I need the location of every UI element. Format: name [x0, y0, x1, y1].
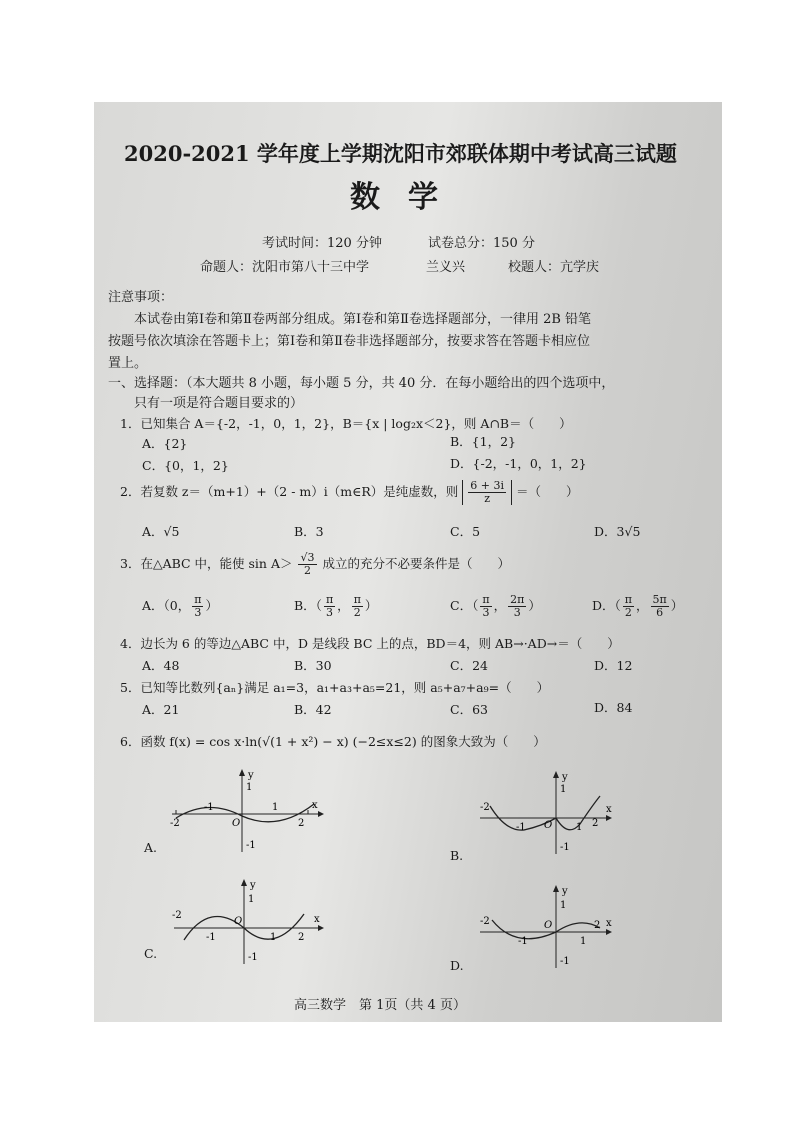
- x-label: x: [606, 918, 612, 929]
- y-arrow: [553, 771, 559, 778]
- q3-b-num2: π: [353, 593, 361, 606]
- q2-stem: [120, 480, 578, 505]
- q3-c-frac1: [480, 594, 491, 619]
- tick-label: 1: [560, 900, 567, 911]
- q1-option-d: D．{-2，-1，0，1，2}: [450, 456, 587, 471]
- y-label: y: [248, 770, 254, 781]
- q1-option-b: B．{1，2}: [450, 434, 516, 449]
- q3-b-den2: 2: [353, 606, 361, 619]
- tick-label: -1: [246, 840, 256, 851]
- q3-b-pre: B．（: [294, 598, 322, 613]
- y-arrow: [239, 769, 245, 776]
- q3-a-pre: A．（0，: [142, 598, 191, 613]
- tick-label: -2: [170, 818, 180, 829]
- tick-label: -1: [248, 952, 258, 963]
- q1-stem: 1．已知集合 A＝{-2，-1，0，1，2}，B＝{x | log₂x＜2}，则 A∩B＝（ ）: [120, 416, 572, 431]
- x-arrow: [318, 925, 324, 931]
- x-arrow: [318, 811, 324, 817]
- tick-label: -2: [172, 910, 182, 921]
- y-arrow: [553, 885, 559, 892]
- y-arrow: [241, 879, 247, 886]
- q3-c-den1: 3: [482, 606, 490, 619]
- q3-a-post: ）: [205, 598, 218, 613]
- exam-title: 2020-2021 学年度上学期沈阳市郊联体期中考试高三试题: [124, 141, 677, 166]
- q3-d-num1: π: [624, 593, 633, 606]
- notice-line: 置上。: [108, 356, 148, 371]
- q3-d-num2: 5π: [652, 593, 667, 606]
- q4-option-a: A．48: [142, 658, 180, 673]
- tick-label: -2: [480, 802, 490, 813]
- q3-d-pre: D．（: [592, 598, 621, 613]
- page-footer: 高三数学 第 1页（共 4 页）: [294, 998, 466, 1013]
- graph-b: [476, 766, 626, 856]
- tick-label: 1: [246, 782, 253, 793]
- tick-label: 1: [580, 936, 587, 947]
- q3-c-num2: 2π: [510, 593, 525, 606]
- q3-d-den1: 2: [624, 606, 632, 619]
- q3-stem: [120, 552, 510, 577]
- q5-stem: 5．已知等比数列{aₙ}满足 a₁=3，a₁+a₃+a₅=21，则 a₅+a₇+a₉=（ ）: [120, 680, 550, 695]
- tick-label: 1: [248, 894, 255, 905]
- q3-c-den2: 3: [513, 606, 521, 619]
- x-arrow: [606, 929, 612, 935]
- tick-label: 2: [592, 818, 599, 829]
- tick-label: 2: [594, 920, 601, 931]
- q4-option-b: B．30: [294, 658, 332, 673]
- notice-line: 按题号依次填涂在答题卡上；第Ⅰ卷和第Ⅱ卷非选择题部分，按要求答在答题卡相应位: [108, 334, 590, 349]
- q5-option-c: C．63: [450, 702, 488, 717]
- graph-d: [476, 880, 626, 970]
- q2-fraction: [468, 480, 506, 505]
- q2-stem-text: 2．若复数 z＝（m+1）+（2 - m）i（m∈R）是纯虚数，则: [120, 484, 459, 499]
- q1-option-a: A．{2}: [142, 436, 188, 451]
- subject-title: 数学: [350, 180, 466, 215]
- x-label: x: [606, 804, 612, 815]
- q3-a-den: 3: [194, 606, 202, 619]
- notice-heading: 注意事项：: [108, 290, 174, 305]
- curve: [176, 804, 314, 822]
- q3-d-den2: 6: [656, 606, 664, 619]
- question-author: 命题人：沈阳市第八十三中学: [200, 260, 370, 275]
- q3-b-frac1: [324, 594, 335, 619]
- origin-label: O: [232, 818, 241, 829]
- q2-numerator: 6 + 3i: [470, 479, 504, 492]
- section-subheading: 只有一项是符合题目要求的）: [134, 396, 304, 411]
- q4-stem: 4．边长为 6 的等边△ABC 中，D 是线段 BC 上的点，BD＝4，则 AB→·AD→＝（ ）: [120, 636, 620, 651]
- q1-option-c: C．{0，1，2}: [142, 458, 229, 473]
- q3-b-den1: 3: [326, 606, 334, 619]
- x-arrow: [606, 815, 612, 821]
- exam-time: 考试时间：120 分钟: [262, 236, 382, 251]
- q3-d-frac1: [623, 594, 634, 619]
- q6-option-a: A.: [144, 840, 158, 855]
- notice-line: 本试卷由第Ⅰ卷和第Ⅱ卷两部分组成。第Ⅰ卷和第Ⅱ卷选择题部分，一律用 2B 铅笔: [134, 312, 592, 327]
- origin-label: O: [234, 916, 243, 927]
- total-score: 试卷总分：150 分: [428, 236, 535, 251]
- q3-c-post: ）: [528, 598, 541, 613]
- q6-stem: 6．函数 f(x) = cos x·ln(√(1 + x²) − x) (−2≤x≤2) 的图象大致为（ ）: [120, 734, 546, 749]
- q2-stem-tail: ＝（ ）: [515, 484, 579, 499]
- q3-option-a: [142, 594, 218, 619]
- q5-option-b: B．42: [294, 702, 332, 717]
- origin-label: O: [544, 820, 553, 831]
- q2-option-a: A．√5: [142, 524, 180, 539]
- q6-option-d: D.: [450, 958, 464, 973]
- q6-option-b: B.: [450, 848, 464, 863]
- q3-d-frac2: [651, 594, 669, 619]
- q3-c-pre: C．（: [450, 598, 479, 613]
- tick-label: 2: [298, 818, 305, 829]
- q3-b-num1: π: [325, 593, 334, 606]
- graph-c: [170, 876, 330, 966]
- reviewer: 校题人：亢学庆: [508, 260, 600, 275]
- q3-d-post: ）: [670, 598, 684, 613]
- tick-label: -1: [206, 932, 216, 943]
- graph-a: [168, 766, 328, 856]
- x-label: x: [314, 914, 320, 925]
- tick-label: 2: [298, 932, 305, 943]
- q2-denominator: z: [484, 492, 491, 505]
- q2-option-d: D．3√5: [594, 524, 641, 539]
- tick-label: -2: [480, 916, 490, 927]
- q3-numerator: √3: [300, 551, 315, 564]
- y-label: y: [562, 772, 568, 783]
- origin-label: O: [544, 920, 553, 931]
- q3-c-frac2: [508, 594, 526, 619]
- q3-a-frac: [192, 594, 203, 619]
- q4-option-c: C．24: [450, 658, 488, 673]
- q3-fraction: [298, 552, 316, 577]
- author-name: 兰义兴: [426, 260, 466, 275]
- tick-label: -1: [204, 802, 214, 813]
- q5-option-a: A．21: [142, 702, 180, 717]
- tick-label: -1: [516, 822, 526, 833]
- q5-option-d: D．84: [594, 700, 633, 715]
- q6-option-c: C.: [144, 946, 158, 961]
- tick-label: -1: [560, 842, 570, 853]
- tick-label: -1: [560, 956, 570, 967]
- q2-modulus: [462, 480, 512, 505]
- q3-stem-text: 3．在△ABC 中，能使 sin A＞: [120, 556, 293, 571]
- q2-option-b: B．3: [294, 524, 324, 539]
- q3-option-b: B．（ $\frac{\pi}{3}$ ， $\frac{\pi}{2}$ ）: [294, 593, 378, 619]
- tick-label: 1: [272, 802, 279, 813]
- x-label: x: [312, 800, 318, 811]
- q4-option-d: D．12: [594, 658, 633, 673]
- q3-a-num: π: [194, 593, 202, 606]
- tick-label: 1: [560, 784, 567, 795]
- q3-b-post: ）: [364, 598, 378, 613]
- q3-c-num1: π: [482, 593, 490, 606]
- tick-label: -1: [518, 936, 528, 947]
- q3-denominator: 2: [303, 564, 311, 577]
- q3-option-d: D．（ $\frac{\pi}{2}$ ， $\frac{5\pi}{6}$ ）: [592, 593, 684, 619]
- section-heading: 一、选择题：（本大题共 8 小题，每小题 5 分，共 40 分．在每小题给出的四个选项中，: [108, 376, 615, 391]
- q3-option-c: C．（ $\frac{\pi}{3}$ ， $\frac{2\pi}{3}$ ）: [450, 593, 541, 619]
- exam-paper: [94, 102, 722, 1022]
- q2-option-c: C．5: [450, 524, 481, 539]
- tick-label: 1: [270, 932, 277, 943]
- tick-label: 1: [576, 822, 583, 833]
- y-label: y: [562, 886, 568, 897]
- q3-stem-tail: 成立的充分不必要条件是（ ）: [322, 556, 510, 571]
- q3-b-frac2: [352, 594, 363, 619]
- y-label: y: [250, 880, 256, 891]
